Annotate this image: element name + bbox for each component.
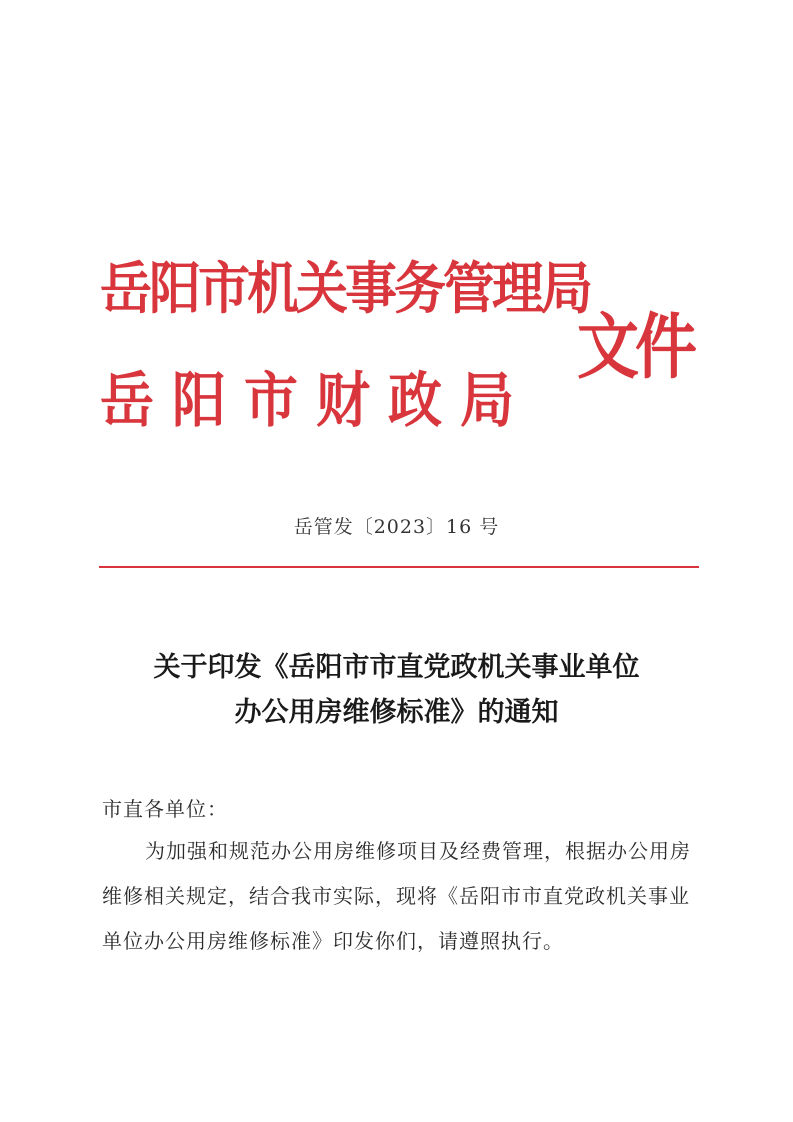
document-number: 岳管发〔2023〕16 号 — [293, 516, 500, 538]
body-line-3: 单位办公用房维修标准》印发你们，请遵照执行。 — [102, 929, 564, 953]
doc-type-label: 文件 — [577, 304, 694, 389]
body-line-1: 为加强和规范办公用房维修项目及经费管理，根据办公用房 — [145, 839, 691, 863]
issuer-line-1: 岳阳市机关事务管理局 — [100, 255, 591, 322]
title-line-2: 办公用房维修标准》的通知 — [234, 697, 559, 728]
issuer-line-2: 岳阳市财政局 — [100, 365, 532, 436]
addressee: 市直各单位： — [102, 797, 228, 821]
red-divider — [99, 566, 699, 568]
title-line-1: 关于印发《岳阳市市直党政机关事业单位 — [153, 652, 640, 683]
body-line-2: 维修相关规定，结合我市实际，现将《岳阳市市直党政机关事业 — [102, 884, 690, 908]
